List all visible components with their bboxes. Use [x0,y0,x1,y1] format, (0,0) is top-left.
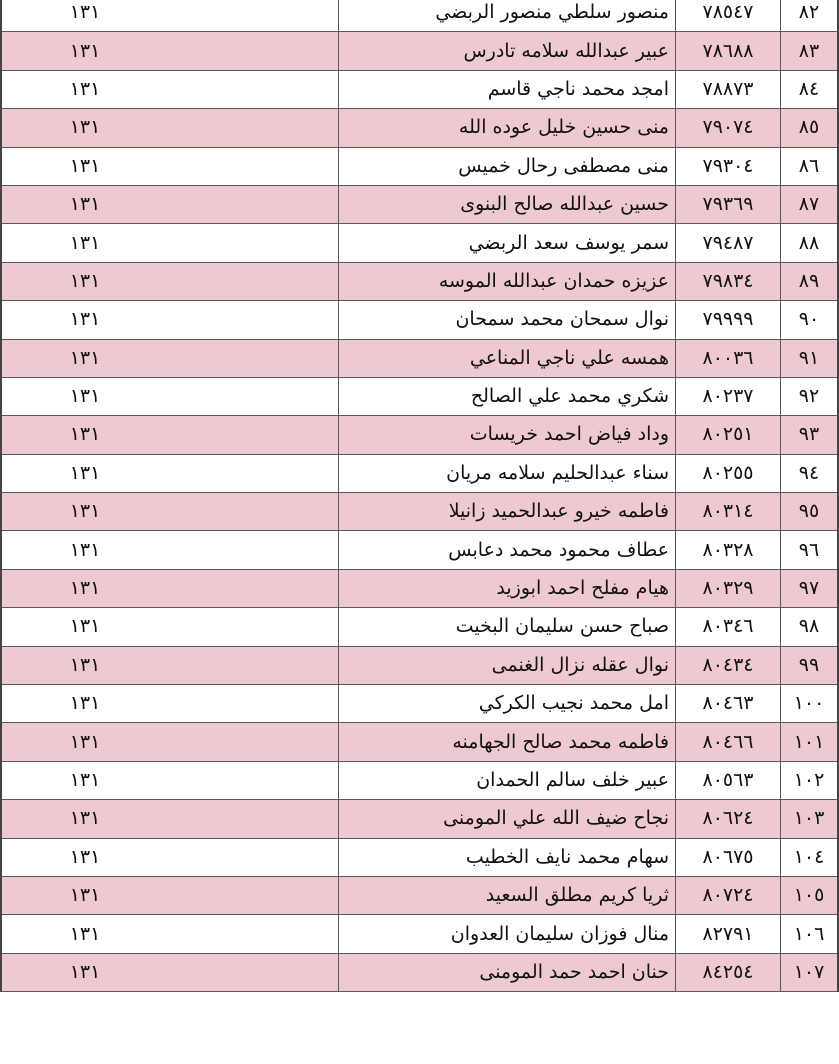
serial-cell: ١٠٥ [781,876,839,914]
serial-cell: ٨٣ [781,32,839,70]
table-row [1,761,838,799]
table-row [1,876,838,914]
name-cell: عبير عبدالله سلامه تادرس [339,32,676,70]
table-row [1,147,838,185]
name-cell: صباح حسن سليمان البخيت [339,608,676,646]
id-cell: ٨٠٢٥١ [676,416,781,454]
id-cell: ٧٩٣٦٩ [676,185,781,223]
id-cell: ٧٨٦٨٨ [676,32,781,70]
table-row [1,838,838,876]
code-cell [1,838,339,876]
code-value: ١٣١ [69,1,101,24]
code-value: ١٣١ [69,615,101,638]
id-cell: ٨٠٠٣٦ [676,339,781,377]
table-row [1,339,838,377]
table-row [1,185,838,223]
table-row [1,723,838,761]
code-value: ١٣١ [69,423,101,446]
code-cell [1,531,339,569]
name-cell: نوال سمحان محمد سمحان [339,301,676,339]
id-cell: ٧٨٨٧٣ [676,70,781,108]
id-cell: ٨٤٢٥٤ [676,953,781,991]
code-value: ١٣١ [69,193,101,216]
code-value: ١٣١ [69,154,101,177]
code-cell [1,147,339,185]
id-cell: ٨٠٤٦٦ [676,723,781,761]
code-cell [1,876,339,914]
code-value: ١٣١ [69,730,101,753]
serial-cell: ٩٦ [781,531,839,569]
code-value: ١٣١ [69,269,101,292]
serial-cell: ٨٨ [781,224,839,262]
code-value: ١٣١ [69,77,101,100]
id-cell: ٨٠٣١٤ [676,493,781,531]
code-value: ١٣١ [69,538,101,561]
name-cell: فاطمه محمد صالح الجهامنه [339,723,676,761]
serial-cell: ٩٧ [781,569,839,607]
name-cell: عطاف محمود محمد دعابس [339,531,676,569]
code-value: ١٣١ [69,577,101,600]
code-cell [1,262,339,300]
name-cell: هيام مفلح احمد ابوزيد [339,569,676,607]
table-row [1,646,838,684]
serial-cell: ٩١ [781,339,839,377]
id-cell: ٨٠٦٧٥ [676,838,781,876]
id-cell: ٨٠٦٢٤ [676,800,781,838]
id-cell: ٨٠٥٦٣ [676,761,781,799]
table-row [1,915,838,953]
code-cell [1,493,339,531]
code-cell [1,953,339,991]
code-cell [1,800,339,838]
table-row [1,109,838,147]
name-cell: حنان احمد حمد المومنى [339,953,676,991]
id-cell: ٨٠٤٣٤ [676,646,781,684]
id-cell: ٧٩٩٩٩ [676,301,781,339]
serial-cell: ٩٤ [781,454,839,492]
name-cell: نجاح ضيف الله علي المومنى [339,800,676,838]
serial-cell: ٩٢ [781,377,839,415]
code-value: ١٣١ [69,845,101,868]
id-cell: ٨٠٧٢٤ [676,876,781,914]
serial-cell: ٩٩ [781,646,839,684]
serial-cell: ١٠٠ [781,685,839,723]
code-value: ١٣١ [69,116,101,139]
serial-cell: ٩٨ [781,608,839,646]
serial-cell: ٨٤ [781,70,839,108]
code-value: ١٣١ [69,500,101,523]
table-row [1,953,838,991]
table-row [1,493,838,531]
code-value: ١٣١ [69,461,101,484]
id-cell: ٧٩٣٠٤ [676,147,781,185]
name-cell: شكري محمد علي الصالح [339,377,676,415]
name-cell: فاطمه خيرو عبدالحميد زانيلا [339,493,676,531]
name-cell: حسين عبدالله صالح البنوى [339,185,676,223]
serial-cell: ٨٢ [781,0,839,32]
serial-cell: ١٠٢ [781,761,839,799]
table-body [1,0,838,992]
serial-cell: ١٠٧ [781,953,839,991]
code-value: ١٣١ [69,692,101,715]
table-row [1,301,838,339]
code-cell [1,723,339,761]
table-row [1,608,838,646]
table-row [1,0,838,32]
id-cell: ٨٠٣٢٩ [676,569,781,607]
id-cell: ٨٠٢٥٥ [676,454,781,492]
code-cell [1,454,339,492]
serial-cell: ٨٥ [781,109,839,147]
serial-cell: ٩٥ [781,493,839,531]
serial-cell: ١٠٤ [781,838,839,876]
code-value: ١٣١ [69,807,101,830]
code-value: ١٣١ [69,308,101,331]
id-cell: ٨٢٧٩١ [676,915,781,953]
code-value: ١٣١ [69,385,101,408]
name-cell: همسه علي ناجي المناعي [339,339,676,377]
table-row [1,377,838,415]
table-row [1,70,838,108]
code-value: ١٣١ [69,231,101,254]
name-cell: وداد فياض احمد خريسات [339,416,676,454]
code-cell [1,416,339,454]
serial-cell: ٨٦ [781,147,839,185]
code-cell [1,224,339,262]
serial-cell: ١٠٣ [781,800,839,838]
name-cell: امجد محمد ناجي قاسم [339,70,676,108]
name-cell: عبير خلف سالم الحمدان [339,761,676,799]
id-cell: ٨٠٣٢٨ [676,531,781,569]
serial-cell: ١٠١ [781,723,839,761]
serial-cell: ٩٣ [781,416,839,454]
name-cell: منى حسين خليل عوده الله [339,109,676,147]
name-cell: منصور سلطي منصور الربضي [339,0,676,32]
table-row [1,416,838,454]
id-cell: ٨٠٤٦٣ [676,685,781,723]
code-cell [1,339,339,377]
code-cell [1,761,339,799]
table-row [1,454,838,492]
id-cell: ٨٠٢٣٧ [676,377,781,415]
id-cell: ٨٠٣٤٦ [676,608,781,646]
name-cell: منى مصطفى رحال خميس [339,147,676,185]
name-cell: منال فوزان سليمان العدوان [339,915,676,953]
code-cell [1,70,339,108]
id-cell: ٧٩٤٨٧ [676,224,781,262]
code-cell [1,377,339,415]
table-row [1,224,838,262]
table-row [1,685,838,723]
code-cell [1,915,339,953]
id-cell: ٧٩٨٣٤ [676,262,781,300]
code-value: ١٣١ [69,884,101,907]
code-cell [1,109,339,147]
table-row [1,800,838,838]
code-value: ١٣١ [69,653,101,676]
name-cell: ثريا كريم مطلق السعيد [339,876,676,914]
code-value: ١٣١ [69,346,101,369]
code-cell [1,608,339,646]
code-cell [1,646,339,684]
code-cell [1,0,339,32]
serial-cell: ٨٩ [781,262,839,300]
name-cell: سناء عبدالحليم سلامه مريان [339,454,676,492]
code-cell [1,569,339,607]
table-row [1,32,838,70]
name-cell: عزيزه حمدان عبدالله الموسه [339,262,676,300]
code-value: ١٣١ [69,769,101,791]
name-cell: سمر يوسف سعد الربضي [339,224,676,262]
serial-cell: ٩٠ [781,301,839,339]
name-cell: نوال عقله نزال الغنمى [339,646,676,684]
table-row [1,531,838,569]
code-cell [1,685,339,723]
table-row [1,569,838,607]
table-row [1,262,838,300]
code-cell [1,185,339,223]
code-cell [1,32,339,70]
serial-cell: ٨٧ [781,185,839,223]
serial-cell: ١٠٦ [781,915,839,953]
code-cell [1,301,339,339]
name-cell: سهام محمد نايف الخطيب [339,838,676,876]
name-cell: امل محمد نجيب الكركي [339,685,676,723]
code-value: ١٣١ [69,39,101,62]
id-cell: ٧٩٠٧٤ [676,109,781,147]
code-value: ١٣١ [69,960,101,983]
code-value: ١٣١ [69,922,101,945]
id-cell: ٧٨٥٤٧ [676,0,781,32]
